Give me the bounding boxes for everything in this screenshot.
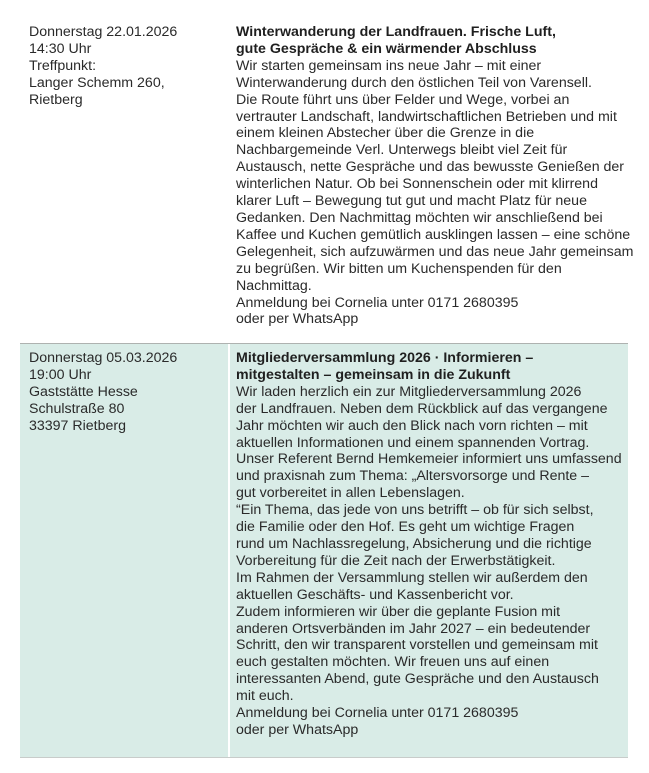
event-text-line: aktuellen Geschäfts- und Kassenbericht vor.: [236, 586, 514, 603]
event-text-line: Schritt, den wir transparent vorstellen und gemeinsam mit: [236, 637, 598, 654]
event-location-line: 33397 Rietberg: [29, 417, 127, 434]
event-text-line: Nachmittag.: [236, 277, 312, 294]
event-time: 19:00 Uhr: [29, 366, 92, 383]
event-text-line: Nachbargemeinde Verl. Unterwegs bleibt viel Zeit für: [236, 142, 568, 159]
event-text-line: die Familie oder den Hof. Es geht um wichtige Fragen: [236, 519, 575, 536]
column-divider: [228, 14, 230, 343]
event-time: 14:30 Uhr: [29, 40, 92, 57]
event-text-line: einem kleinen Abstecher über die Grenze in die: [236, 125, 535, 142]
event-date-location: [29, 350, 219, 435]
event-text-line: klarer Luft – Bewegung tut gut und macht Platz für neue: [236, 193, 587, 210]
event-text-line: Wir laden herzlich ein zur Mitgliederversammlung 2026: [236, 383, 582, 400]
events-table: [20, 14, 634, 758]
event-text-line: der Landfrauen. Neben dem Rückblick auf das vergangene: [236, 400, 608, 417]
event-text-line: “Ein Thema, das jede von uns betrifft – ob für sich selbst,: [236, 502, 594, 519]
event-text-line: aktuellen Informationen und einem spannenden Vortrag.: [236, 434, 590, 451]
event-title: Winterwanderung der Landfrauen. Frische Luft,: [236, 24, 556, 40]
event-description: [236, 24, 634, 328]
event-text-line: vertrauter Landschaft, landwirtschaftlichen Betrieben und mit: [236, 108, 617, 125]
event-text-line: Gedanken. Den Nachmittag möchten wir anschließend bei: [236, 209, 603, 226]
event-description: [236, 350, 620, 739]
event-date-location: [29, 24, 219, 109]
event-registration: Anmeldung bei Cornelia unter 0171 2680395: [236, 705, 519, 722]
event-row: [20, 344, 628, 758]
event-row: [20, 14, 634, 344]
event-text-line: interessanten Abend, gute Gespräche und den Austausch: [236, 671, 599, 688]
event-date: Donnerstag 05.03.2026: [29, 350, 178, 366]
event-registration: oder per WhatsApp: [236, 311, 359, 328]
event-text-line: winterlichen Natur. Ob bei Sonnenschein oder mit klirrend: [236, 176, 598, 193]
event-text-line: mit euch.: [236, 688, 294, 705]
event-text-line: Die Route führt uns über Felder und Wege, vorbei an: [236, 91, 570, 108]
event-title: mitgestalten – gemeinsam in die Zukunft: [236, 366, 511, 383]
event-registration: oder per WhatsApp: [236, 721, 359, 738]
event-text-line: Unser Referent Bernd Hemkemeier informiert uns umfassend: [236, 451, 622, 468]
event-text-line: Gelegenheit, sich aufzuwärmen und das neue Jahr gemeinsam: [236, 243, 634, 260]
event-registration: Anmeldung bei Cornelia unter 0171 2680395: [236, 294, 519, 311]
event-text-line: Wir starten gemeinsam ins neue Jahr – mit einer: [236, 57, 542, 74]
event-text-line: Austausch, nette Gespräche und das bewusste Genießen der: [236, 159, 625, 176]
event-date: Donnerstag 22.01.2026: [29, 24, 178, 40]
event-text-line: Winterwanderung durch den östlichen Teil von Varensell.: [236, 74, 592, 91]
event-location-line: Schulstraße 80: [29, 400, 125, 417]
event-text-line: zu begrüßen. Wir bitten um Kuchenspenden für den: [236, 260, 562, 277]
event-text-line: Vorbereitung für die Zeit nach der Erwerbstätigkeit.: [236, 552, 556, 569]
event-text-line: Zudem informieren wir über die geplante Fusion mit: [236, 603, 561, 620]
event-location-line: Gaststätte Hesse: [29, 383, 138, 400]
event-text-line: Kaffee und Kuchen gemütlich ausklingen lassen – eine schöne: [236, 226, 631, 243]
event-text-line: gut vorbereitet in allen Lebenslagen.: [236, 485, 465, 502]
event-location-line: Langer Schemm 260,: [29, 74, 165, 91]
event-location-line: Treffpunkt:: [29, 57, 97, 74]
column-divider: [228, 344, 230, 757]
event-title: Mitgliederversammlung 2026 · Informieren –: [236, 350, 534, 366]
event-location-line: Rietberg: [29, 91, 83, 108]
event-text-line: rund um Nachlassregelung, Absicherung und die richtige: [236, 535, 592, 552]
event-text-line: Jahr möchten wir auch den Blick nach vorn richten – mit: [236, 417, 588, 434]
event-text-line: euch gestalten möchten. Wir freuen uns auf einen: [236, 654, 550, 671]
event-text-line: Im Rahmen der Versammlung stellen wir außerdem den: [236, 569, 588, 586]
event-title: gute Gespräche & ein wärmender Abschluss: [236, 40, 537, 57]
event-text-line: anderen Ortsverbänden im Jahr 2027 – ein bedeutender: [236, 620, 591, 637]
event-text-line: und praxisnah zum Thema: „Altersvorsorge und Rente –: [236, 468, 590, 485]
